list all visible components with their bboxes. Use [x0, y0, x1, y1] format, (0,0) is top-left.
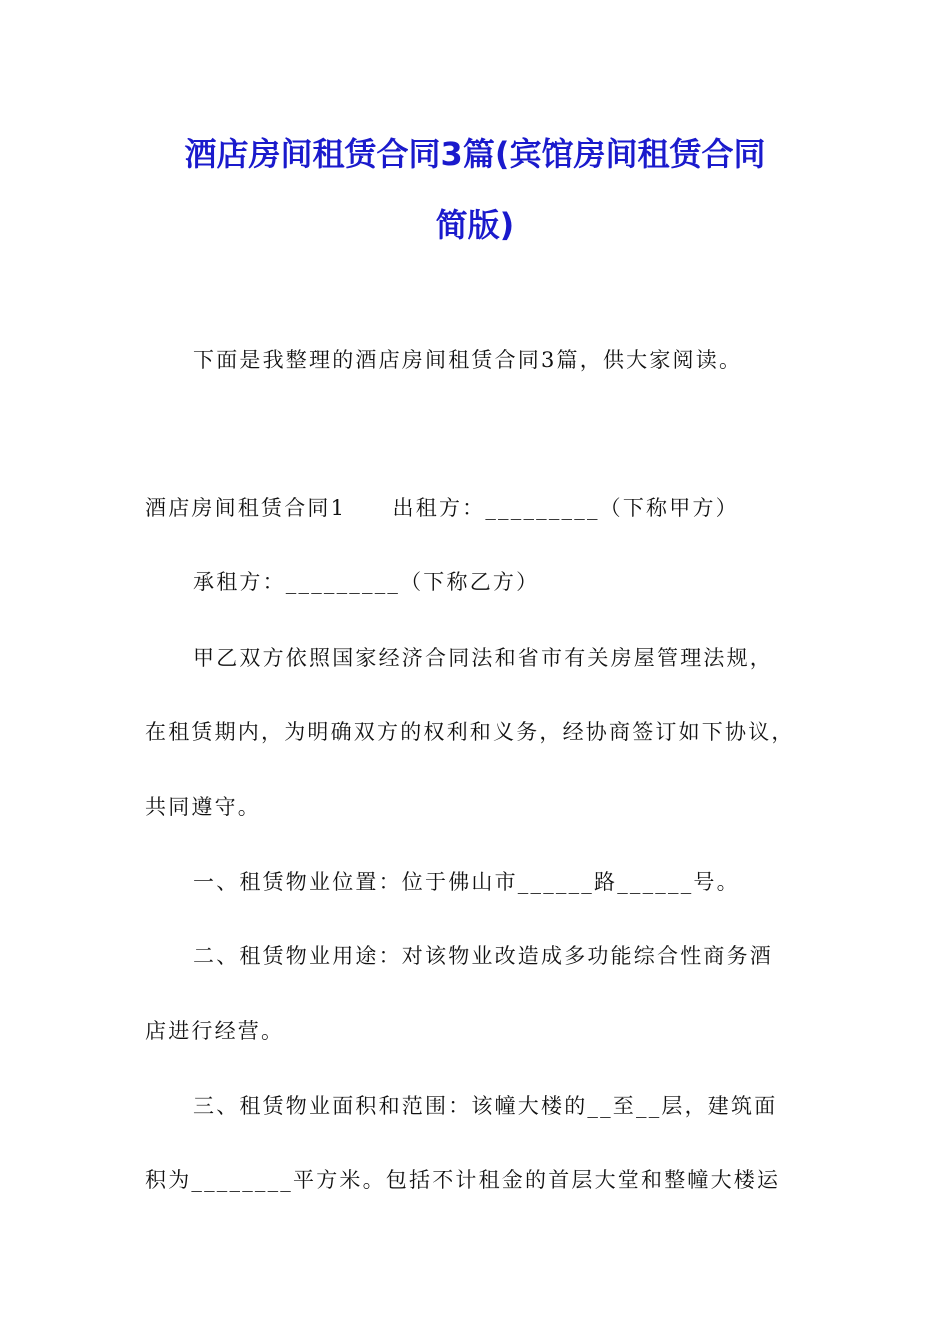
clause-3-continuation: 积为________平方米。包括不计租金的首层大堂和整幢大楼运: [145, 1168, 781, 1192]
document-title-line-1: 酒店房间租赁合同3篇(宾馆房间租赁合同: [184, 135, 766, 173]
lessee-line: 承租方：_________（下称乙方）: [193, 570, 540, 594]
intro-paragraph: 下面是我整理的酒店房间租赁合同3篇，供大家阅读。: [193, 348, 743, 372]
clause-2-line: 二、租赁物业用途：对该物业改造成多功能综合性商务酒: [193, 944, 773, 968]
contract-heading-line: 酒店房间租赁合同1 出租方：_________（下称甲方）: [145, 496, 739, 520]
clause-3-line: 三、租赁物业面积和范围：该幢大楼的__至__层，建筑面: [193, 1094, 778, 1118]
paragraph-line: 在租赁期内，为明确双方的权利和义务，经协商签订如下协议，: [145, 720, 795, 744]
clause-1-line: 一、租赁物业位置：位于佛山市______路______号。: [193, 870, 740, 894]
clause-2-continuation: 店进行经营。: [145, 1019, 285, 1043]
document-title-line-2: 简版): [435, 206, 515, 244]
paragraph-line: 甲乙双方依照国家经济合同法和省市有关房屋管理法规，: [193, 646, 773, 670]
paragraph-line: 共同遵守。: [145, 795, 261, 819]
